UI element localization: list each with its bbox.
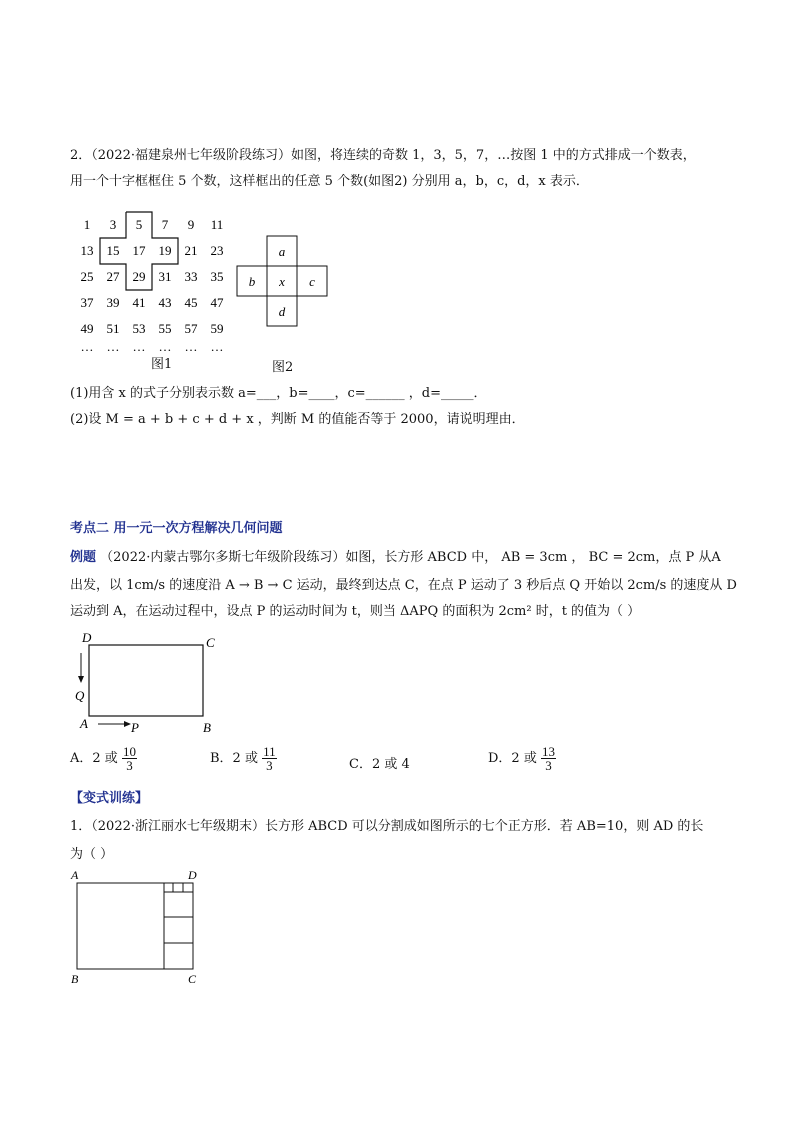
fig2-d: d bbox=[278, 304, 286, 319]
q2-sub1: (1)用含 x 的式子分别表示数 a=___，b=____，c=______ ，d=_____． bbox=[70, 386, 487, 401]
fig1-cell: 19 bbox=[158, 243, 172, 258]
example-line1 bbox=[70, 548, 721, 568]
fig1-cell: 53 bbox=[132, 321, 146, 336]
fig2-x: x bbox=[279, 274, 285, 289]
fig1-cell: 33 bbox=[184, 269, 198, 284]
fig1-cell: 25 bbox=[80, 269, 94, 284]
variant-q1-line2: 为（ ） bbox=[70, 847, 114, 862]
option-c[interactable]: C．2 或 4 bbox=[349, 757, 410, 772]
fig1-cell: … bbox=[158, 339, 172, 354]
figure-2-caption: 图2 bbox=[272, 360, 294, 375]
fig2-b: b bbox=[248, 274, 256, 289]
seven-squares-figure bbox=[68, 866, 208, 988]
label-D: D bbox=[82, 630, 92, 645]
fig1-cell: … bbox=[106, 339, 120, 354]
label-C: C bbox=[206, 635, 215, 650]
example-label: 例题 bbox=[70, 550, 97, 565]
figure-1-caption: 图1 bbox=[151, 357, 173, 372]
fig1-cell: 35 bbox=[210, 269, 224, 284]
fig2-a: a bbox=[278, 244, 286, 259]
fig1-cell: 27 bbox=[106, 269, 120, 284]
label-P: P bbox=[131, 720, 139, 735]
q2-line1: 2．（2022·福建泉州七年级阶段练习）如图，将连续的奇数 1，3，5，7，…按图 1 中的方式排成一个数表， bbox=[70, 148, 696, 163]
fig1-cell: 11 bbox=[210, 217, 224, 232]
option-d[interactable]: D．2 或 $\frac{13}{3}$ bbox=[488, 744, 555, 773]
fig1-cell: … bbox=[80, 339, 94, 354]
option-a[interactable]: A．2 或 $\frac{10}{3}$ bbox=[70, 744, 136, 773]
label-C: C bbox=[188, 972, 197, 986]
example-text1: （2022·内蒙古鄂尔多斯七年级阶段练习）如图，长方形 ABCD 中， AB = 3cm ， BC = 2cm，点 P 从A bbox=[100, 550, 721, 565]
label-A: A bbox=[71, 868, 79, 882]
fig1-cell: 55 bbox=[158, 321, 172, 336]
variant-title: 【变式训练】 bbox=[70, 791, 149, 806]
fig1-cell: 51 bbox=[106, 321, 120, 336]
example-line3: 运动到 A，在运动过程中，设点 P 的运动时间为 t，则当 ΔAPQ 的面积为 2cm² 时，t 的值为（ ） bbox=[70, 604, 641, 619]
fig1-cell: 17 bbox=[132, 243, 146, 258]
fig1-cell: 7 bbox=[161, 217, 169, 232]
fig1-cell: 47 bbox=[210, 295, 224, 310]
fig1-cell: 21 bbox=[184, 243, 198, 258]
fig1-cell: 37 bbox=[80, 295, 94, 310]
fig1-cell: 13 bbox=[80, 243, 94, 258]
fig1-cell: 3 bbox=[109, 217, 117, 232]
fig1-cell: 43 bbox=[158, 295, 172, 310]
section-title: 考点二 用一元一次方程解决几何问题 bbox=[70, 521, 283, 536]
fig1-cell: … bbox=[132, 339, 146, 354]
fig1-cell: 29 bbox=[132, 269, 146, 284]
label-A: A bbox=[80, 716, 88, 731]
fig2-c: c bbox=[309, 274, 315, 289]
fig1-cell: 59 bbox=[210, 321, 224, 336]
label-B: B bbox=[203, 720, 211, 735]
q2-sub2: (2)设 M = a + b + c + d + x ，判断 M 的值能否等于 2000，请说明理由． bbox=[70, 412, 525, 427]
fig1-cell: … bbox=[210, 339, 224, 354]
label-D: D bbox=[188, 868, 197, 882]
rectangle-figure bbox=[72, 628, 222, 738]
fig1-cell: 23 bbox=[210, 243, 224, 258]
fig1-cell: 57 bbox=[184, 321, 198, 336]
q2-line2: 用一个十字框框住 5 个数，这样框出的任意 5 个数(如图2) 分别用 a，b，c，d，x 表示． bbox=[70, 174, 589, 189]
option-b[interactable]: B．2 或 $\frac{11}{3}$ bbox=[210, 744, 276, 773]
figure-1 bbox=[74, 208, 244, 368]
fig1-cell: 5 bbox=[135, 217, 143, 232]
fig1-cell: 1 bbox=[83, 217, 91, 232]
fig1-cell: 41 bbox=[132, 295, 146, 310]
label-Q: Q bbox=[75, 688, 85, 703]
variant-q1-line1: 1．（2022·浙江丽水七年级期末）长方形 ABCD 可以分割成如图所示的七个正方形．若 AB=10，则 AD 的长 bbox=[70, 819, 704, 834]
fig1-cell: 9 bbox=[187, 217, 195, 232]
fig1-cell: … bbox=[184, 339, 198, 354]
label-B: B bbox=[71, 972, 79, 986]
example-line2: 出发，以 1cm/s 的速度沿 A → B → C 运动，最终到达点 C，在点 P 运动了 3 秒后点 Q 开始以 2cm/s 的速度从 D bbox=[70, 578, 737, 593]
fig1-cell: 15 bbox=[106, 243, 120, 258]
fig1-cell: 31 bbox=[158, 269, 172, 284]
fig1-cell: 49 bbox=[80, 321, 94, 336]
fig1-cell: 45 bbox=[184, 295, 198, 310]
fig1-cell: 39 bbox=[106, 295, 120, 310]
figure-2 bbox=[236, 234, 330, 328]
